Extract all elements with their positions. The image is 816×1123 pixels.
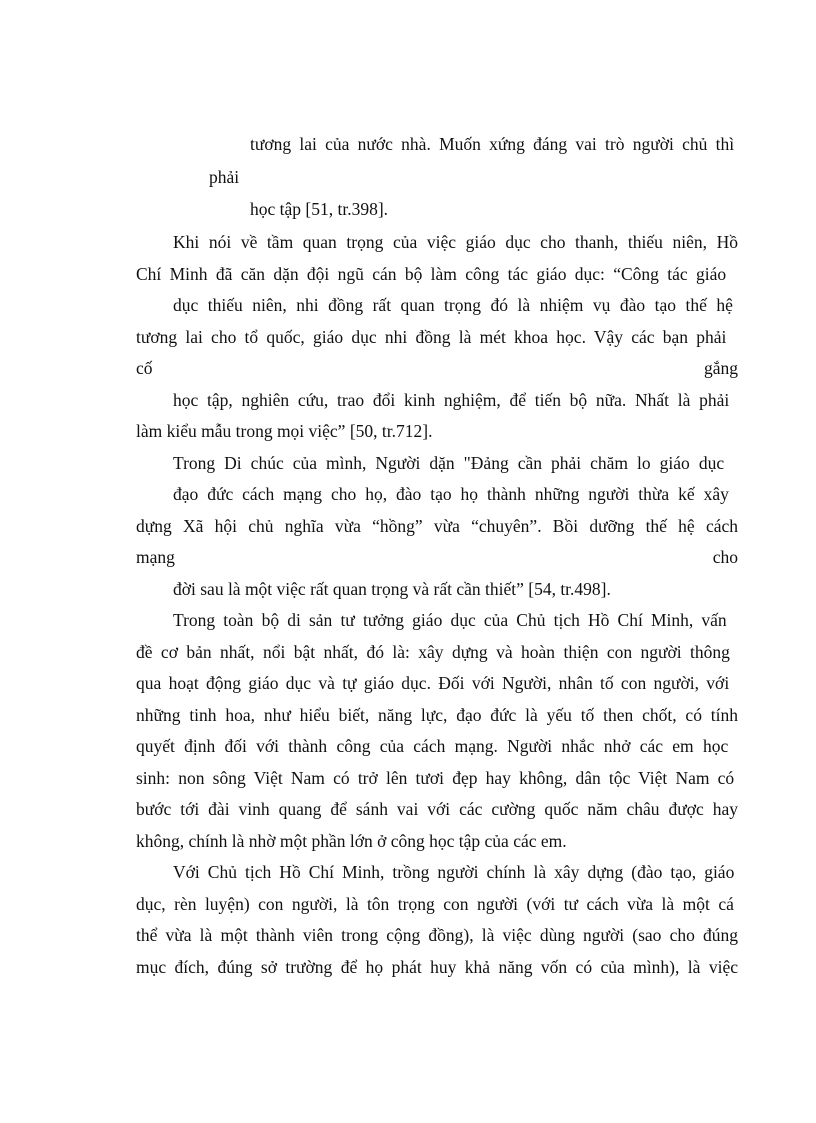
text-line: đề cơ bản nhất, nổi bật nhất, đó là: xây dựng và hoàn thiện con người thông bbox=[136, 642, 730, 662]
text-line: dục, rèn luyện) con người, là tôn trọng con người (với tư cách vừa là một cá bbox=[136, 894, 734, 914]
text-line: Khi nói về tầm quan trọng của việc giáo dục cho thanh, thiếu niên, Hồ bbox=[173, 232, 738, 252]
text-line: không, chính là nhờ một phần lớn ở công học tập của các em. bbox=[136, 831, 567, 851]
text-line: phải bbox=[209, 167, 240, 187]
text-line: quyết định đối với thành công của cách mạng. Người nhắc nhở các em học bbox=[136, 736, 729, 756]
text-line: thể vừa là một thành viên trong cộng đồng), là việc dùng người (sao cho đúng bbox=[136, 925, 738, 945]
text-line: học tập [51, tr.398]. bbox=[250, 199, 389, 219]
text-line: Chí Minh đã căn dặn đội ngũ cán bộ làm công tác giáo dục: “Công tác giáo bbox=[136, 264, 727, 284]
text-line: Với Chủ tịch Hồ Chí Minh, trồng người chính là xây dựng (đào tạo, giáo bbox=[173, 862, 735, 882]
text-word: gắng bbox=[703, 358, 738, 378]
justified-line bbox=[136, 357, 738, 379]
text-word: cố bbox=[136, 358, 153, 378]
text-line: đạo đức cách mạng cho họ, đào tạo họ thành những người thừa kế xây bbox=[173, 484, 729, 504]
text-word: cho bbox=[712, 547, 738, 567]
text-line: mục đích, đúng sở trường để họ phát huy khả năng vốn có của mình), là việc bbox=[136, 957, 738, 977]
text-line: bước tới đài vinh quang để sánh vai với các cường quốc năm châu được hay bbox=[136, 799, 738, 819]
text-line: qua hoạt động giáo dục và tự giáo dục. Đối với Người, nhân tố con người, với bbox=[136, 673, 730, 693]
text-line: dục thiếu niên, nhi đồng rất quan trọng đó là nhiệm vụ đào tạo thế hệ bbox=[173, 295, 733, 315]
text-line: làm kiểu mẫu trong mọi việc” [50, tr.712]. bbox=[136, 421, 433, 441]
justified-line bbox=[136, 546, 738, 568]
text-line: tương lai cho tổ quốc, giáo dục nhi đồng là mét khoa học. Vậy các bạn phải bbox=[136, 327, 727, 347]
text-line: dựng Xã hội chủ nghĩa vừa “hồng” vừa “chuyên”. Bồi dưỡng thế hệ cách bbox=[136, 516, 738, 536]
text-line: những tinh hoa, như hiểu biết, năng lực, đạo đức là yếu tố then chốt, có tính bbox=[136, 705, 738, 725]
text-line: Trong toàn bộ di sản tư tưởng giáo dục của Chủ tịch Hồ Chí Minh, vấn bbox=[173, 610, 727, 630]
text-line: tương lai của nước nhà. Muốn xứng đáng vai trò người chủ thì bbox=[250, 134, 735, 154]
text-line: đời sau là một việc rất quan trọng và rất cần thiết” [54, tr.498]. bbox=[173, 579, 611, 599]
text-line: học tập, nghiên cứu, trao đổi kinh nghiệm, để tiến bộ nữa. Nhất là phải bbox=[173, 390, 730, 410]
text-word: mạng bbox=[136, 547, 175, 567]
text-line: Trong Di chúc của mình, Người dặn "Đảng cần phải chăm lo giáo dục bbox=[173, 453, 725, 473]
text-line: sinh: non sông Việt Nam có trở lên tươi đẹp hay không, dân tộc Việt Nam có bbox=[136, 768, 735, 788]
